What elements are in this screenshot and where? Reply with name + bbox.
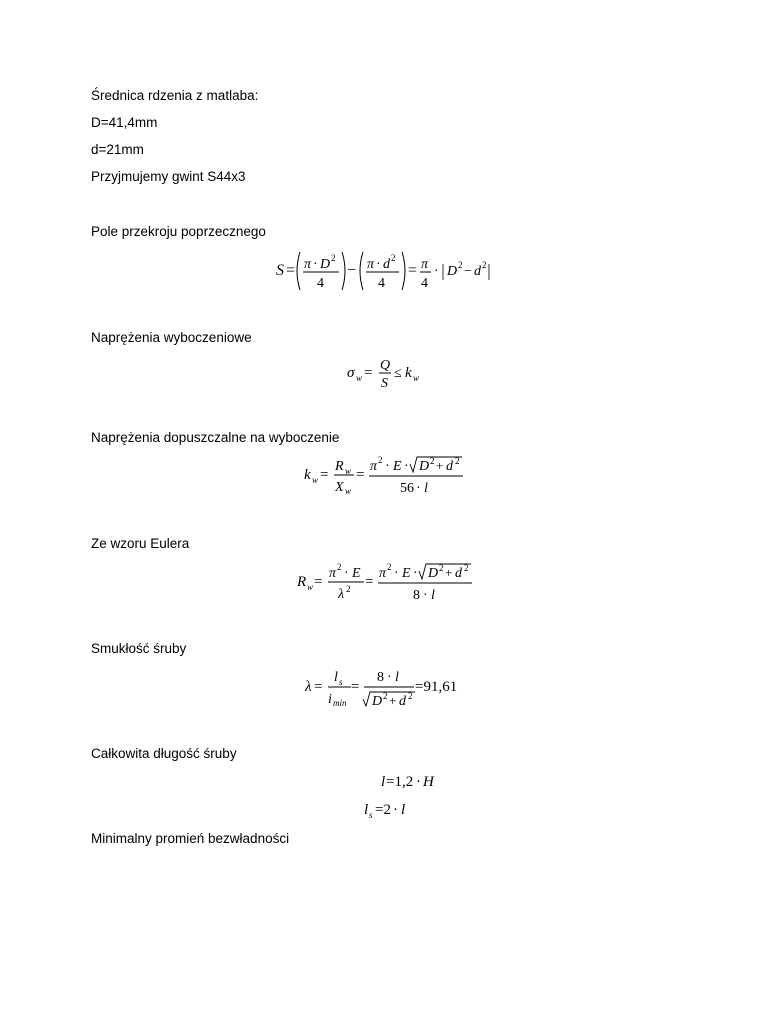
svg-text:E: E <box>393 459 402 474</box>
svg-text:E: E <box>402 566 411 581</box>
svg-text:2: 2 <box>337 562 342 572</box>
svg-text:R: R <box>335 459 344 474</box>
svg-text:i: i <box>328 692 332 707</box>
svg-text:S: S <box>276 262 284 279</box>
svg-text:w: w <box>356 373 363 383</box>
svg-text:=: = <box>408 262 418 279</box>
svg-text:d: d <box>474 264 481 279</box>
svg-text:2: 2 <box>455 456 460 466</box>
heading-allowable-stress: Naprężenia dopuszczalne na wyboczenie <box>91 430 340 445</box>
svg-text:2: 2 <box>387 562 392 572</box>
svg-text:·: · <box>344 566 349 581</box>
svg-text:k: k <box>304 467 311 483</box>
svg-text:λ: λ <box>338 587 345 602</box>
svg-text:w: w <box>345 466 352 476</box>
svg-text:s: s <box>339 677 343 687</box>
svg-text:2: 2 <box>408 691 413 701</box>
svg-text:π: π <box>304 257 312 272</box>
svg-text:d: d <box>455 566 462 581</box>
svg-text:=: = <box>356 467 365 483</box>
svg-text:w: w <box>307 582 314 592</box>
heading-slenderness: Smukłość śruby <box>91 641 187 656</box>
formula-length-ls <box>361 798 421 820</box>
svg-text:E: E <box>352 566 361 581</box>
svg-text:s: s <box>369 810 373 820</box>
svg-text:=91,61: =91,61 <box>415 679 458 695</box>
svg-text:l: l <box>381 774 386 790</box>
heading-min-radius: Minimalny promień bezwładności <box>91 831 290 846</box>
formula-length-l <box>378 770 458 792</box>
text-thread-choice: Przyjmujemy gwint S44x3 <box>91 169 246 184</box>
svg-text:·: · <box>416 481 421 496</box>
formula-euler <box>293 559 473 605</box>
svg-text:D: D <box>320 257 331 272</box>
svg-text:·: · <box>423 588 428 603</box>
svg-text:·: · <box>387 670 392 685</box>
formula-allowable-stress <box>300 452 470 498</box>
text-core-diameter-intro: Średnica rdzenia z matlaba: <box>91 88 259 103</box>
svg-text:=: = <box>351 679 360 695</box>
svg-text:8: 8 <box>413 588 420 603</box>
svg-text:+: + <box>445 565 453 580</box>
svg-text:D: D <box>419 459 430 474</box>
svg-text:min: min <box>333 698 347 708</box>
svg-text:·: · <box>416 774 421 790</box>
svg-text:·: · <box>376 257 381 272</box>
svg-text:=: = <box>286 262 296 279</box>
svg-text:=: = <box>365 574 374 590</box>
svg-text:2: 2 <box>331 253 336 263</box>
formula-buckling-stress <box>344 354 434 394</box>
svg-text:k: k <box>405 365 412 381</box>
svg-text:+: + <box>389 693 397 708</box>
svg-text:2: 2 <box>464 563 469 573</box>
svg-text:·: · <box>394 566 399 581</box>
svg-text:d: d <box>446 459 453 474</box>
svg-text:w: w <box>312 475 319 485</box>
svg-text:d: d <box>383 257 390 272</box>
svg-text:S: S <box>381 376 388 391</box>
formula-cross-section <box>270 248 500 294</box>
svg-text:l: l <box>431 588 435 603</box>
svg-text:·: · <box>313 257 318 272</box>
svg-text:−: − <box>464 264 472 279</box>
svg-text:l: l <box>395 670 399 685</box>
svg-text:+: + <box>436 458 444 473</box>
svg-text:=: = <box>314 679 323 695</box>
svg-text:2: 2 <box>346 584 351 594</box>
svg-text:D: D <box>447 264 458 279</box>
svg-text:π: π <box>367 257 375 272</box>
text-minor-diameter: d=21mm <box>91 142 144 157</box>
heading-euler: Ze wzoru Eulera <box>91 536 190 551</box>
svg-text:≤: ≤ <box>394 366 402 381</box>
svg-text:·: · <box>434 264 439 279</box>
svg-text:2: 2 <box>378 455 383 465</box>
svg-text:2: 2 <box>458 260 463 270</box>
svg-text:w: w <box>345 486 352 496</box>
svg-text:·: · <box>413 566 418 581</box>
svg-text:4: 4 <box>421 276 428 291</box>
svg-text:Q: Q <box>380 358 391 373</box>
svg-text:=: = <box>314 574 323 590</box>
text-major-diameter: D=41,4mm <box>91 115 158 130</box>
svg-text:=2: =2 <box>375 802 391 818</box>
svg-text:·: · <box>393 802 398 818</box>
svg-text:l: l <box>424 481 428 496</box>
svg-text:X: X <box>335 480 344 495</box>
svg-text:8: 8 <box>377 670 384 685</box>
heading-buckling-stress: Naprężenia wyboczeniowe <box>91 330 252 345</box>
svg-text:π: π <box>370 459 378 474</box>
svg-text:4: 4 <box>317 276 324 291</box>
svg-text:H: H <box>423 774 434 790</box>
svg-text:2: 2 <box>383 691 388 701</box>
svg-text:l: l <box>334 670 338 685</box>
svg-text:D: D <box>372 694 383 709</box>
heading-cross-section: Pole przekroju poprzecznego <box>91 224 266 239</box>
svg-text:·: · <box>404 459 409 474</box>
svg-text:π: π <box>329 566 337 581</box>
svg-text:π: π <box>421 257 429 272</box>
svg-text:=: = <box>364 365 373 381</box>
svg-text:d: d <box>399 694 406 709</box>
svg-text:·: · <box>385 459 390 474</box>
svg-text:2: 2 <box>391 253 396 263</box>
svg-text:56: 56 <box>400 481 414 496</box>
svg-text:π: π <box>379 566 387 581</box>
svg-text:2: 2 <box>439 563 444 573</box>
svg-text:−: − <box>347 262 357 279</box>
heading-total-length: Całkowita długość śruby <box>91 746 237 761</box>
svg-text:2: 2 <box>430 456 435 466</box>
formula-slenderness <box>301 664 471 712</box>
svg-text:l: l <box>401 802 406 818</box>
svg-text:2: 2 <box>482 260 487 270</box>
svg-text:4: 4 <box>378 276 385 291</box>
svg-text:D: D <box>428 566 439 581</box>
svg-text:l: l <box>364 802 369 818</box>
svg-text:=1,2: =1,2 <box>386 774 414 790</box>
svg-text:σ: σ <box>347 365 355 381</box>
svg-text:w: w <box>413 373 420 383</box>
svg-text:R: R <box>297 574 307 590</box>
svg-text:λ: λ <box>305 679 312 695</box>
svg-text:=: = <box>320 467 329 483</box>
